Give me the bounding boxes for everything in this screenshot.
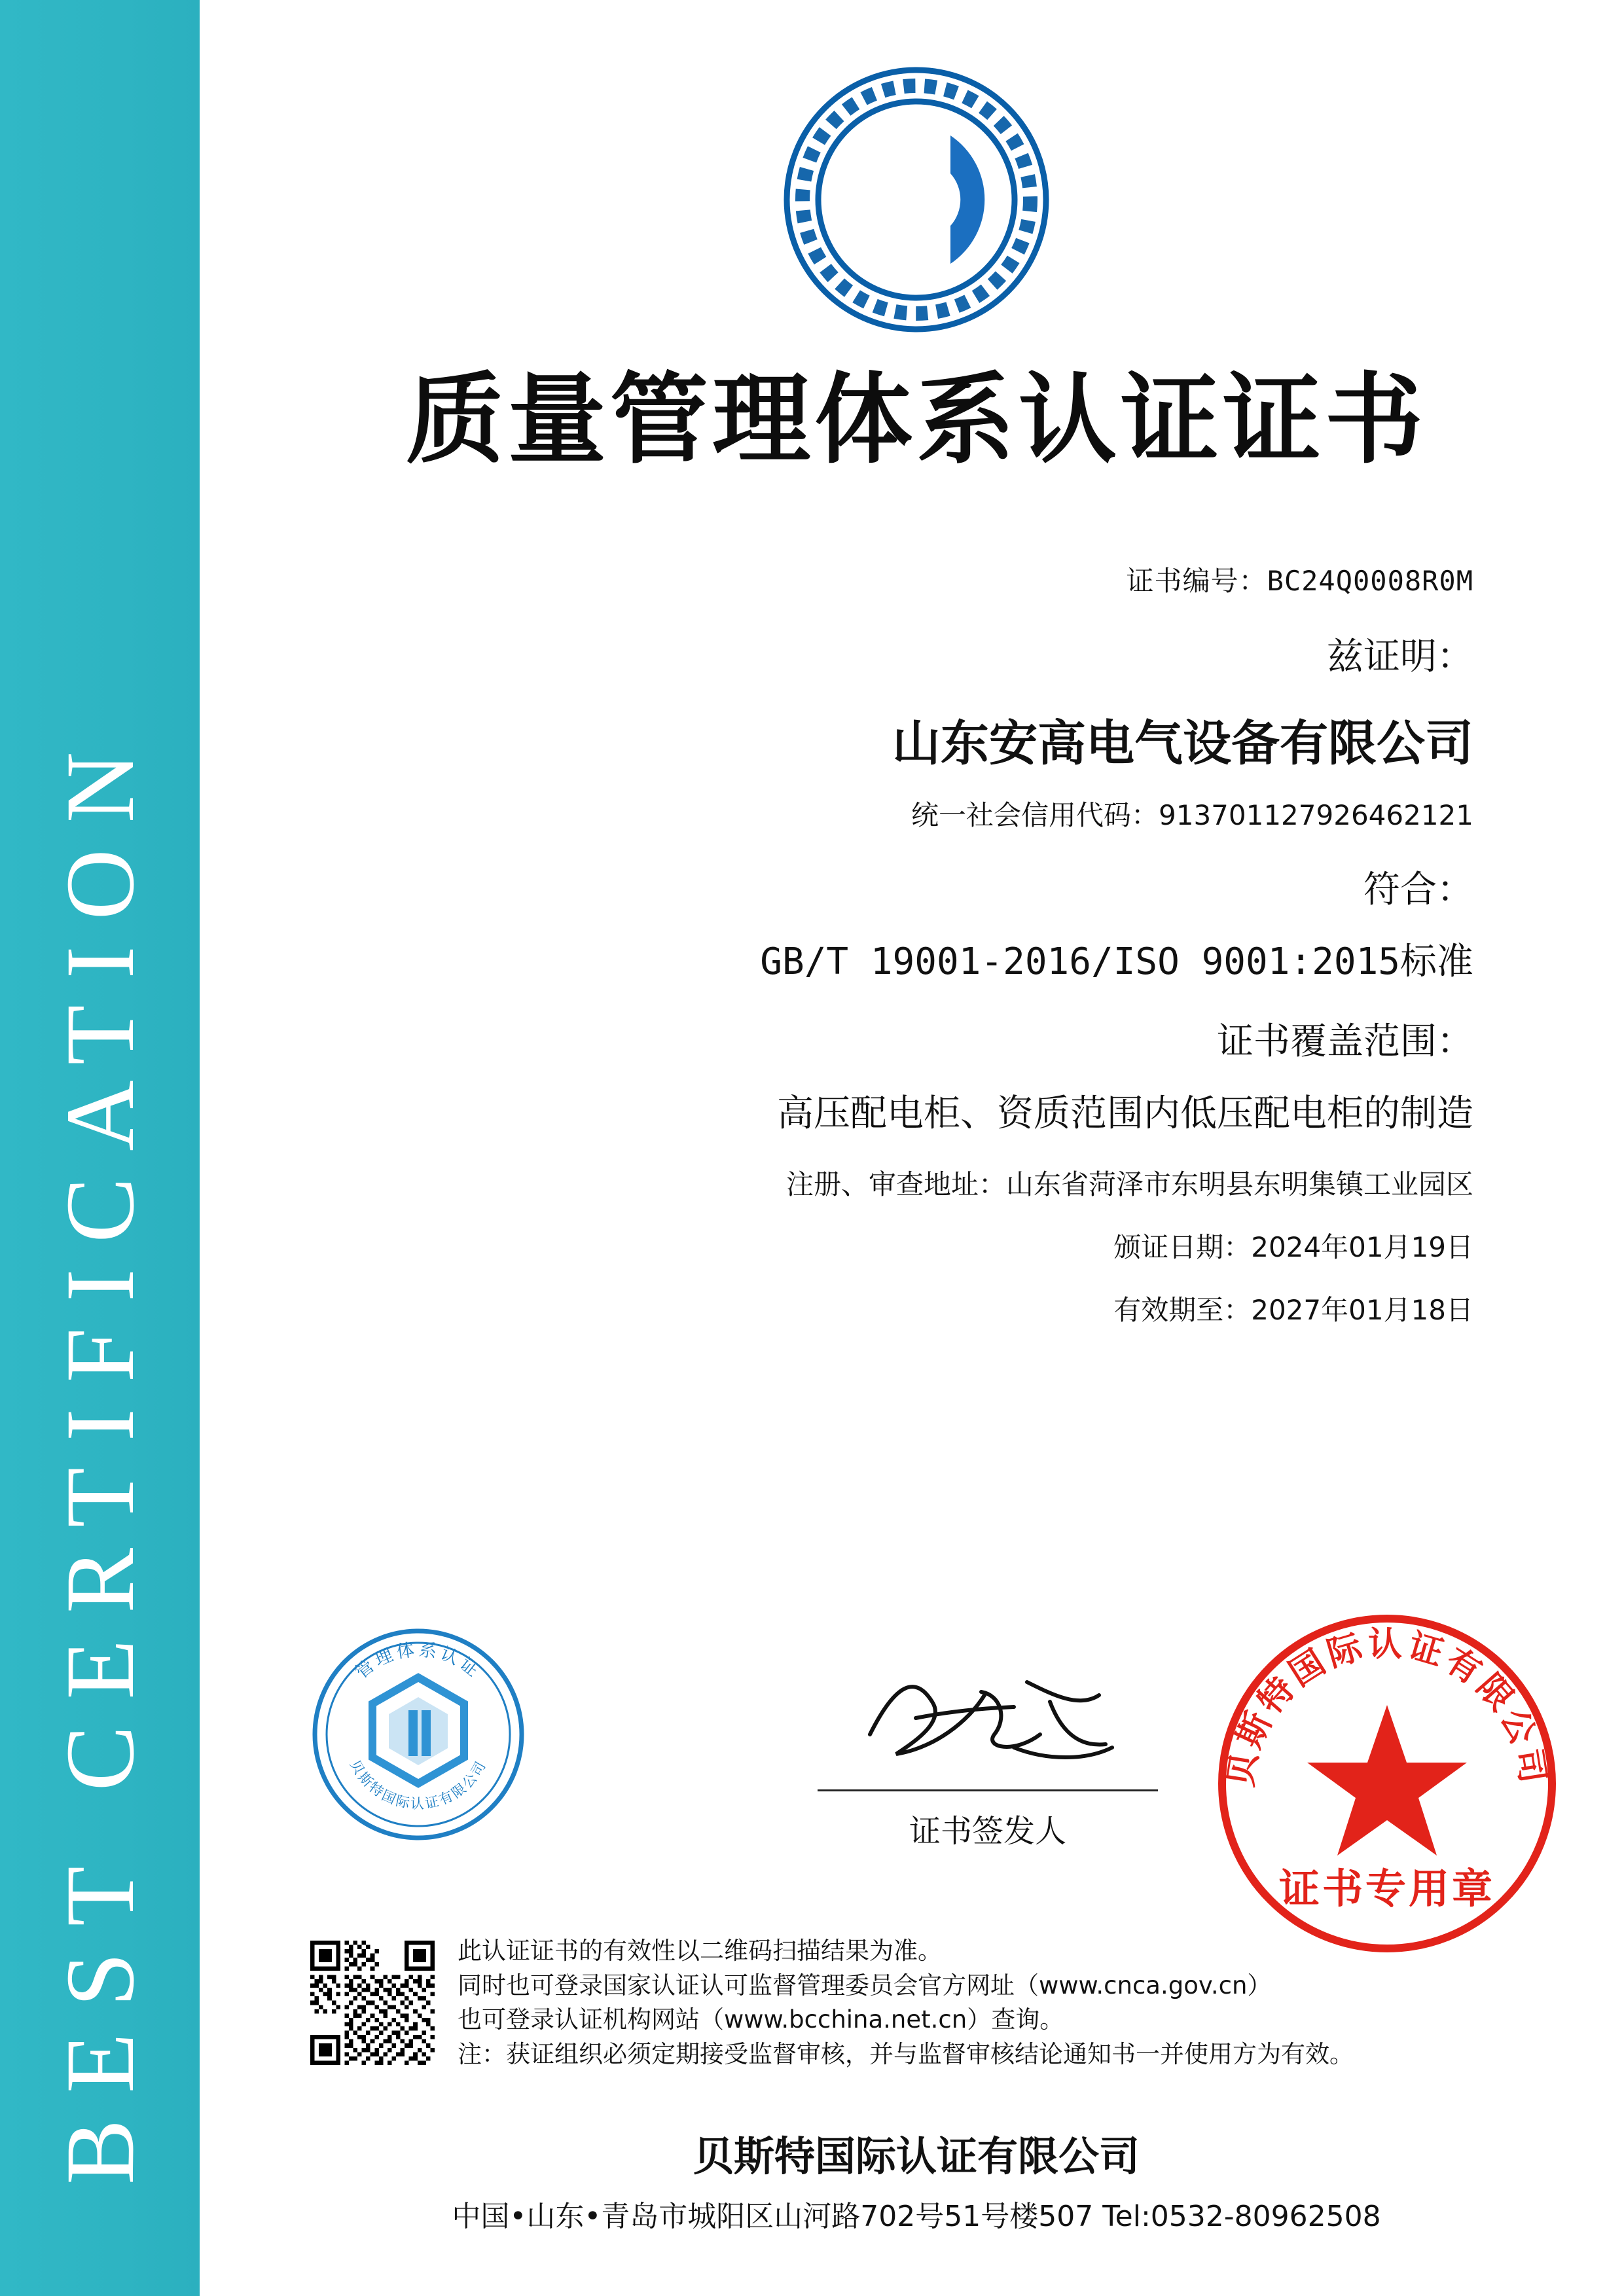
certificate-number-line <box>209 560 1624 599</box>
certificate-page <box>209 0 1624 2296</box>
handwritten-signature <box>818 1656 1158 1787</box>
company-name: 山东安高电气设备有限公司 <box>892 715 1473 772</box>
certificate-body <box>209 560 1624 1328</box>
svg-text:贝斯特国际认证有限公司: 贝斯特国际认证有限公司 <box>347 1757 490 1812</box>
band-seam-divider <box>200 0 209 2296</box>
certificate-number-label: 证书编号： <box>1126 565 1267 597</box>
brand-band-text: BEST CERTIFICATION <box>45 725 154 2185</box>
signature-rule <box>818 1789 1158 1791</box>
standard-reference: GB/T 19001-2016/ISO 9001:2015标准 <box>760 941 1473 983</box>
note-line-1: 此认证证书的有效性以二维码扫描结果为准。 <box>458 1937 942 1965</box>
signature-label: 证书签发人 <box>909 1813 1066 1850</box>
verification-qr-code[interactable] <box>310 1941 435 2065</box>
svg-text:管理体系认证: 管理体系认证 <box>352 1640 485 1683</box>
svg-text:贝斯特国际认证有限公司: 贝斯特国际认证有限公司 <box>1221 1625 1553 1790</box>
left-brand-band <box>0 0 200 2296</box>
svg-text:证书专用章: 证书专用章 <box>1278 1865 1496 1912</box>
certificate-number-value: BC24Q0008R0M <box>1267 565 1473 597</box>
issuing-body-address: 中国•山东•青岛市城阳区山河路702号51号楼507 Tel:0532-80962508 <box>452 2200 1381 2233</box>
hereby-certify-label: 兹证明： <box>1327 636 1473 678</box>
registered-audit-address: 注册、审查地址：山东省菏泽市东明县东明集镇工业园区 <box>785 1168 1473 1200</box>
issuing-body-name: 贝斯特国际认证有限公司 <box>693 2132 1140 2180</box>
unified-social-credit-code: 统一社会信用代码：913701127926462121 <box>911 799 1473 831</box>
note-line-3: 也可登录认证机构网站（www.bcchina.net.cn）查询。 <box>458 2005 1064 2034</box>
management-system-certification-seal <box>310 1626 526 1842</box>
conformity-label: 符合： <box>1363 869 1473 911</box>
page-title: 质量管理体系认证证书 <box>405 363 1427 477</box>
note-line-4: 注：获证组织必须定期接受监督审核，并与监督审核结论通知书一并使用方为有效。 <box>458 2039 1354 2068</box>
bc-monogram-logo <box>779 62 1054 337</box>
note-line-2: 同时也可登录国家认证认可监督管理委员会官方网址（www.cnca.gov.cn） <box>458 1971 1272 2000</box>
scope-label: 证书覆盖范围： <box>1217 1020 1473 1063</box>
scope-value: 高压配电柜、资质范围内低压配电柜的制造 <box>777 1092 1473 1135</box>
signature-area <box>818 1656 1158 1851</box>
issue-date: 颁证日期：2024年01月19日 <box>1113 1231 1473 1263</box>
verification-notes <box>458 1934 1570 2072</box>
certificate-official-red-seal <box>1210 1607 1564 1960</box>
valid-until-date: 有效期至：2027年01月18日 <box>1113 1294 1473 1326</box>
